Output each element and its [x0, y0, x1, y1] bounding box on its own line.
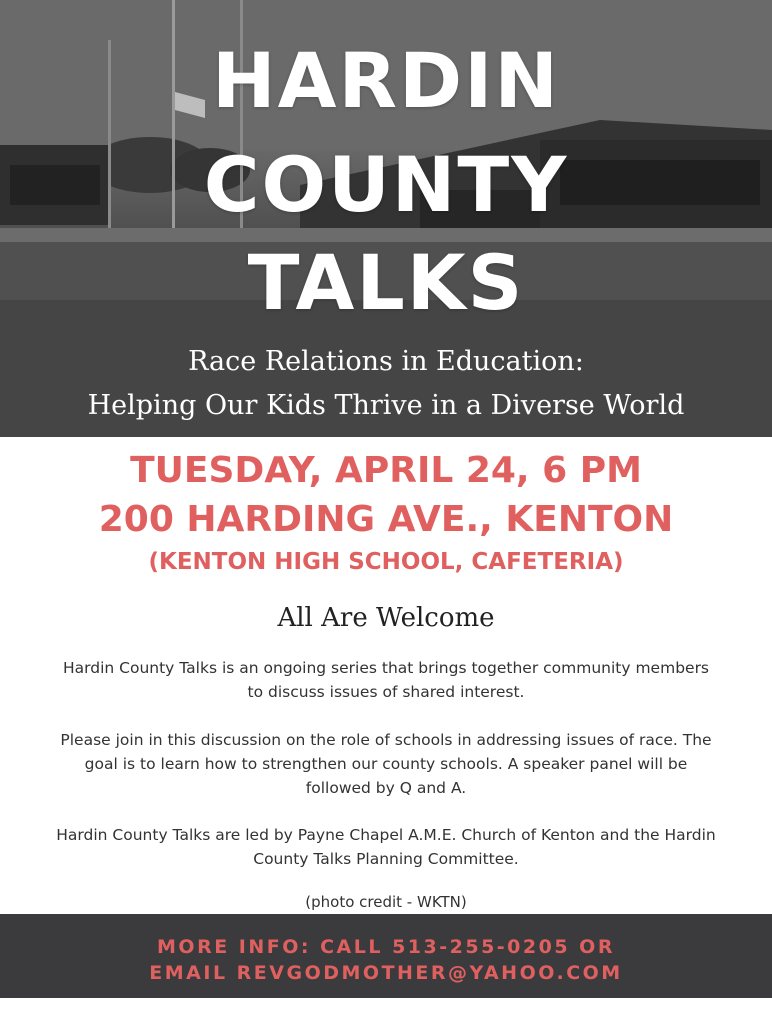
invitation-paragraph: Please join in this discussion on the role of schools in addressing issues of race. The goal is to learn how to strengthen our county schools. A speaker panel will be followed by Q and A.: [60, 731, 712, 797]
contact-phone-line: MORE INFO: CALL 513-255-0205 OR: [157, 936, 615, 958]
hero-section: [0, 0, 772, 437]
contact-footer: [0, 914, 772, 998]
title-line-1: HARDIN: [212, 36, 560, 125]
contact-email-line: EMAIL REVGODMOTHER@YAHOO.COM: [149, 962, 623, 984]
title-line-3: TALKS: [247, 238, 525, 327]
title-line-2: COUNTY: [203, 140, 569, 229]
organizers-paragraph: Hardin County Talks are led by Payne Chapel A.M.E. Church of Kenton and the Hardin County Talks Planning Committee.: [56, 826, 716, 868]
subtitle-line-1: Race Relations in Education:: [188, 346, 584, 377]
description-paragraph: Hardin County Talks is an ongoing series that brings together community members to discuss issues of shared interest.: [62, 659, 710, 701]
welcome-heading: All Are Welcome: [277, 603, 495, 633]
subtitle-line-2: Helping Our Kids Thrive in a Diverse World: [87, 390, 685, 421]
event-venue: (KENTON HIGH SCHOOL, CAFETERIA): [148, 549, 624, 575]
photo-credit: (photo credit - WKTN): [305, 893, 467, 911]
event-address: 200 HARDING AVE., KENTON: [98, 499, 674, 540]
event-date-time: TUESDAY, APRIL 24, 6 PM: [130, 450, 642, 491]
